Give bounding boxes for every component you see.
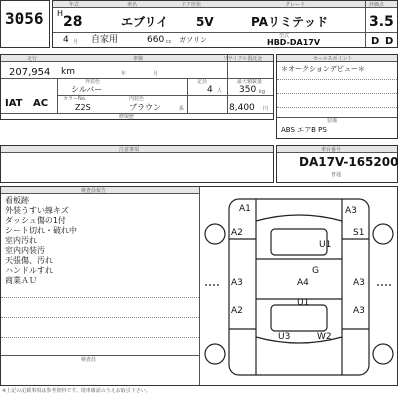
label-trim: 内装色 <box>129 96 145 102</box>
label-sales-point: セールスポイント <box>313 56 353 62</box>
label-year: 年式 <box>69 2 80 8</box>
condition-note: シート切れ・破れ中 <box>5 226 77 235</box>
month-unit: 月 <box>73 39 79 45</box>
exterior-score: D <box>385 36 394 47</box>
capacity-unit: 人 <box>217 88 223 94</box>
displacement: 660 <box>147 35 165 45</box>
damage-mark: U1 <box>297 298 310 308</box>
overall-score: 3.5 <box>369 14 394 30</box>
chassis-number: DA17V-165200 <box>299 155 399 169</box>
displacement-unit: cc <box>166 39 172 45</box>
car-make: エブリイ <box>121 15 169 29</box>
lot-number: 3056 <box>5 9 44 28</box>
condition-note: 商業ＡＵ <box>5 276 37 285</box>
condition-note: 外装うすい線キズ <box>5 206 69 215</box>
footer-note: ※上記の記載事項は参考資料です。現車確認のうえお取引下さい。 <box>2 388 151 394</box>
damage-mark: U3 <box>278 332 291 342</box>
damage-mark: A3 <box>353 278 365 288</box>
recycle-amount: 8,400 <box>229 103 255 113</box>
trim-suffix: 系 <box>179 106 185 112</box>
load-capacity: 350 <box>239 85 257 95</box>
label-grade: グレード <box>285 2 306 8</box>
spec-header <box>52 0 398 48</box>
load-unit: kg <box>259 89 266 95</box>
label-score: 評価点 <box>369 2 385 8</box>
damage-mark: A1 <box>239 204 251 214</box>
label-load: 最大積載量 <box>237 79 263 85</box>
aircon: AC <box>33 98 49 109</box>
condition-note: 看板跡 <box>5 196 29 205</box>
label-color: 外装色 <box>85 79 101 85</box>
label-capacity: 定員 <box>197 79 208 85</box>
label-inspection: 車検 <box>133 56 144 62</box>
label-equipment: 装備 <box>327 118 338 124</box>
recycle-unit: 円 <box>263 106 269 112</box>
condition-note: 天張傷、汚れ <box>5 256 53 265</box>
lot-number-box <box>0 0 50 48</box>
chassis-box <box>276 145 398 183</box>
equipment-text: ABS エアB PS <box>281 126 327 134</box>
damage-diagram <box>201 189 397 383</box>
damage-mark: A3 <box>345 206 357 216</box>
label-doors: ドア形状 <box>181 2 201 8</box>
condition-box <box>0 186 398 386</box>
damage-mark: A4 <box>297 278 309 288</box>
sales-point-text: ＊オークションデビュー＊ <box>281 65 365 73</box>
label-chassis: 車台番号 <box>321 147 342 153</box>
year-era: H <box>57 9 64 18</box>
reg-month: 4 <box>63 35 69 45</box>
damage-mark: A3 <box>353 306 365 316</box>
inspection-year-unit: 年 <box>121 71 127 77</box>
label-notes: 注意事項 <box>119 147 140 153</box>
condition-note: ハンドルすれ <box>5 266 53 275</box>
seating-capacity: 4 <box>207 85 213 95</box>
year-value: 28 <box>63 14 83 30</box>
model-code: HBD-DA17V <box>267 38 321 47</box>
condition-note: ダッシュ傷の1付 <box>5 216 66 225</box>
damage-mark: A2 <box>231 228 243 238</box>
usage: 自家用 <box>91 35 119 45</box>
chassis-sub: 普通 <box>331 172 342 178</box>
color-code: Z2S <box>75 103 91 112</box>
label-condition: 検査員報告 <box>81 188 107 194</box>
condition-note: 室内汚れ <box>5 236 37 245</box>
damage-mark: W2 <box>317 332 332 342</box>
mileage-unit: km <box>61 67 75 77</box>
label-inspector: 検査員 <box>81 357 97 363</box>
trim-color: ブラウン <box>129 103 161 112</box>
damage-mark: A3 <box>231 278 243 288</box>
grade-name: PAリミテッド <box>251 15 328 29</box>
grade-code: 5V <box>196 15 214 29</box>
notes-box <box>0 145 274 183</box>
interior-score: D <box>371 36 380 47</box>
label-recycle: リサイクル預託金 <box>223 56 263 62</box>
sales-point-box <box>276 54 398 139</box>
damage-mark: G <box>312 266 319 276</box>
damage-mark: S1 <box>353 228 365 238</box>
label-repair: 修復歴 <box>119 114 135 120</box>
label-mileage: 走行 <box>27 56 38 62</box>
body-color: シルバー <box>71 85 103 94</box>
transmission: IAT <box>5 98 23 109</box>
damage-mark: A2 <box>231 306 243 316</box>
fuel-type: ガソリン <box>179 36 207 44</box>
label-model: 型式 <box>279 33 290 39</box>
label-color-no: カラーNo. <box>63 96 87 102</box>
inspection-month-unit: 月 <box>153 71 159 77</box>
damage-mark: U1 <box>319 240 332 250</box>
mileage-value: 207,954 <box>9 67 51 78</box>
spec-block <box>0 54 274 120</box>
label-make: 車名 <box>127 2 138 8</box>
condition-note: 室内内装汚 <box>5 246 45 255</box>
